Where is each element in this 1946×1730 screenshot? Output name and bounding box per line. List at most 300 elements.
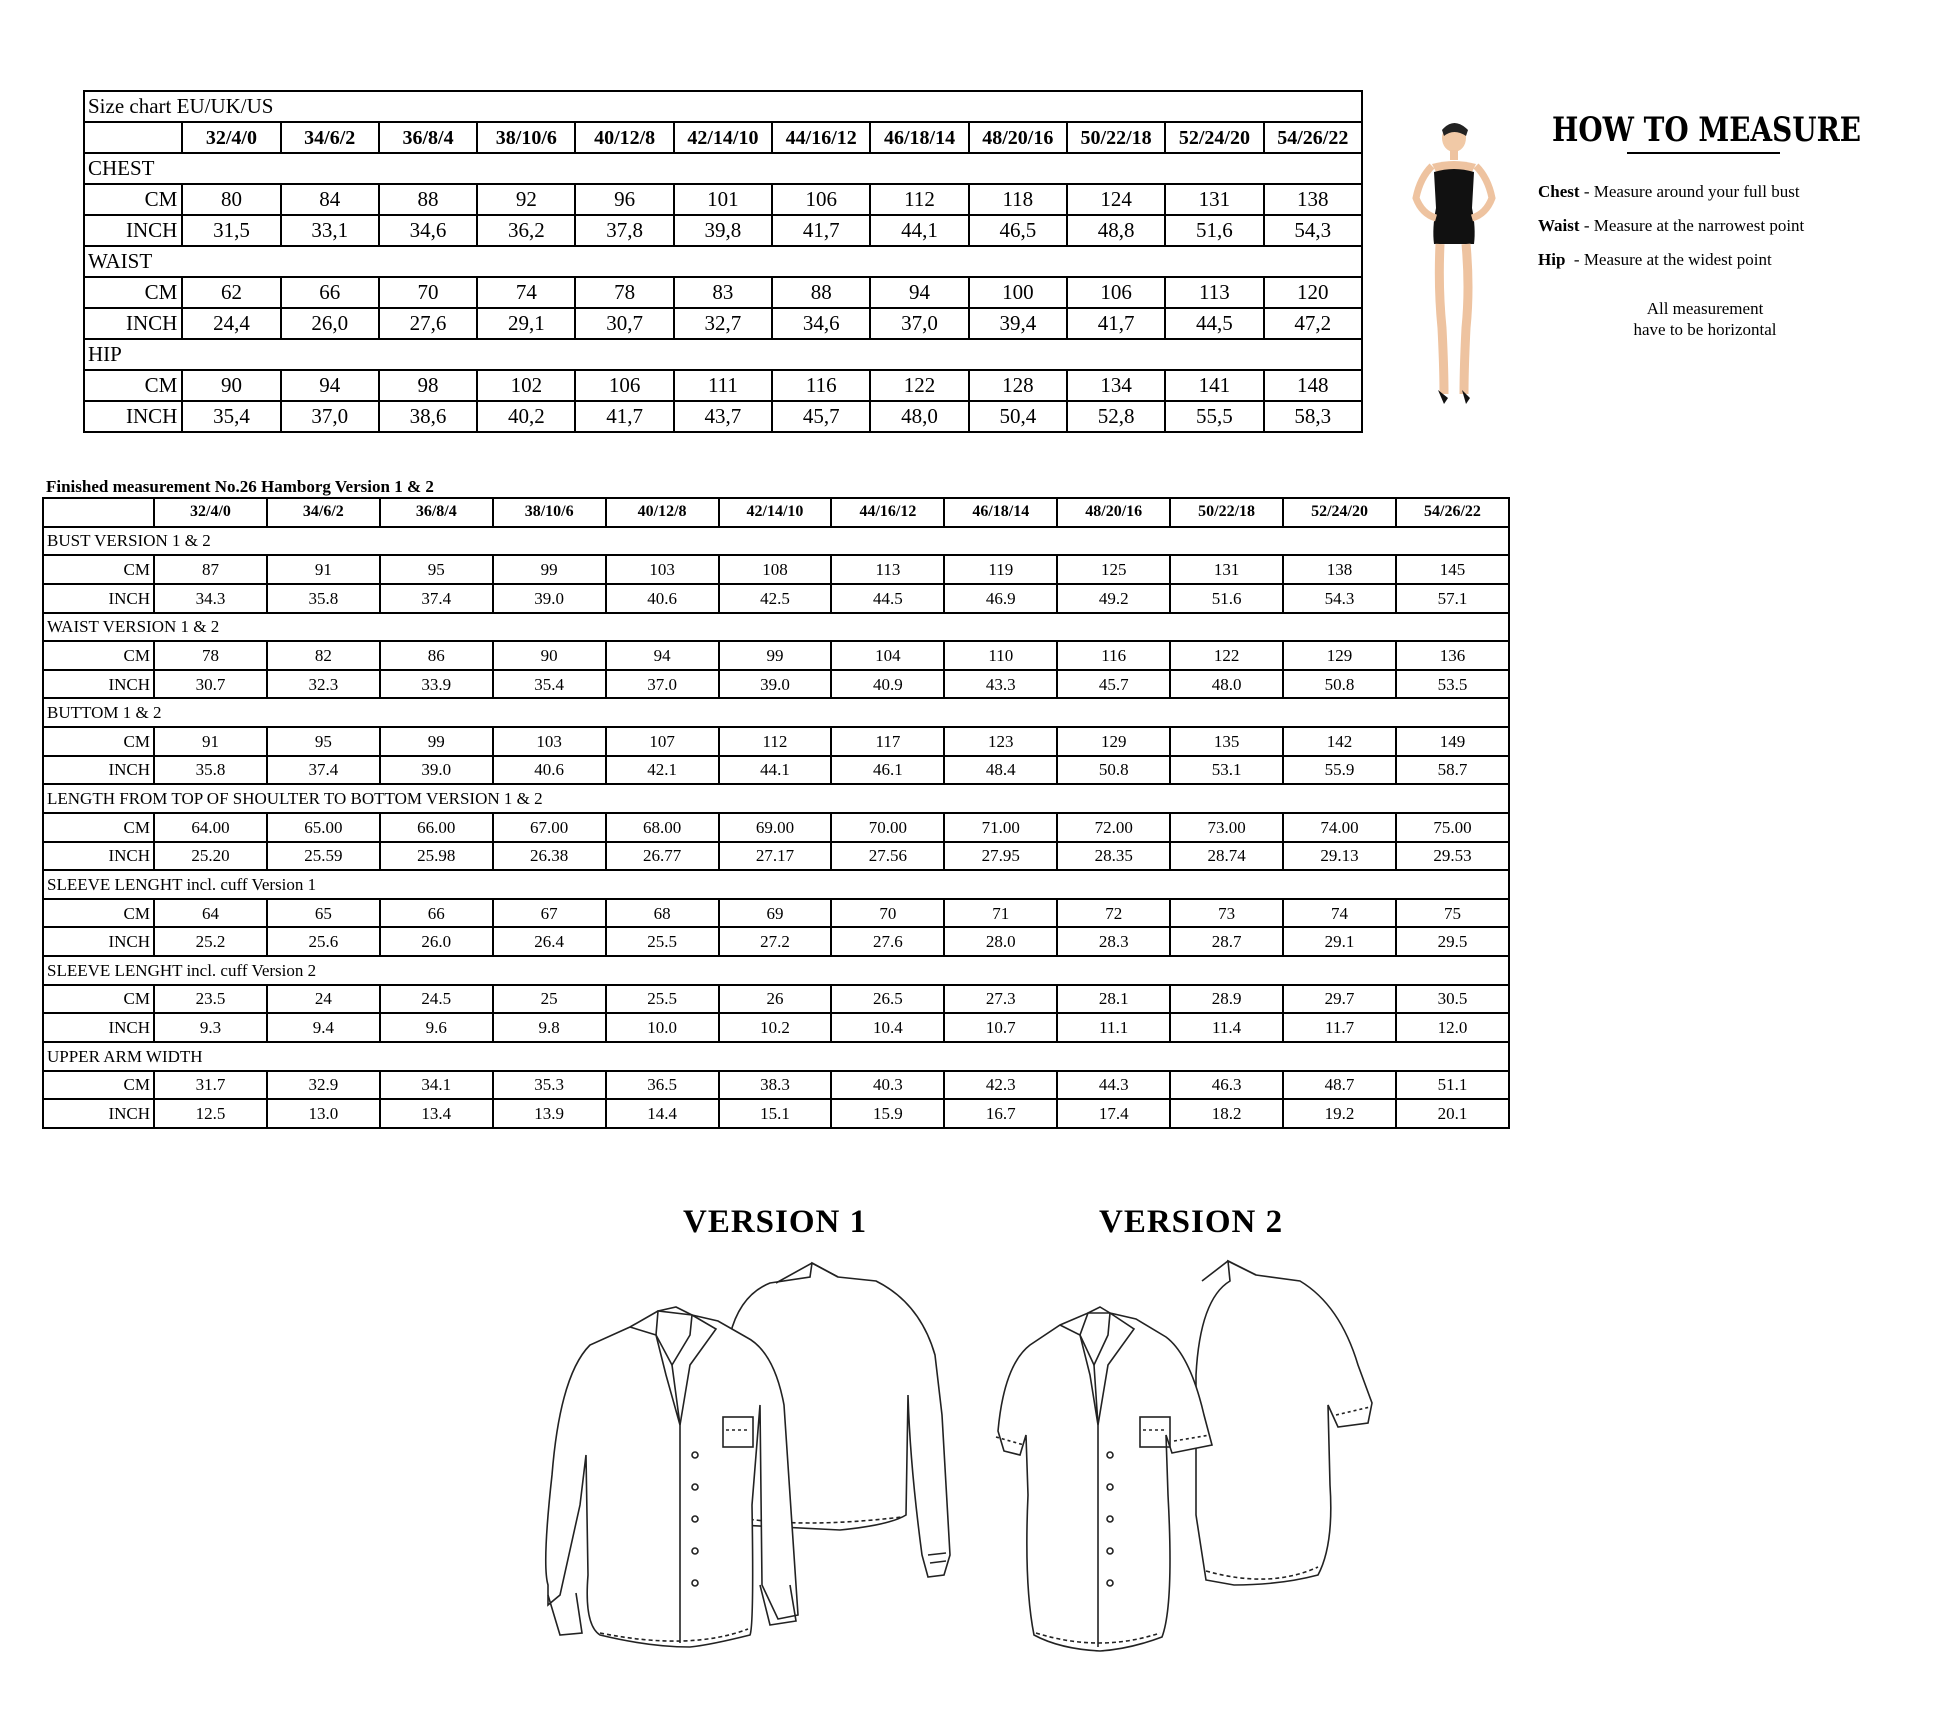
measure-item-waist [1538,216,1804,236]
value-cell: 39.0 [719,670,832,699]
value-cell: 53.5 [1396,670,1509,699]
value-cell: 29,1 [477,308,575,339]
table-row [43,1099,1509,1128]
unit-label: CM [43,727,154,756]
value-cell: 10.7 [944,1013,1057,1042]
table-row [84,184,1362,215]
value-cell: 36.5 [606,1071,719,1100]
value-cell: 27.6 [831,927,944,956]
size-header-cell: 32/4/0 [182,122,280,153]
value-cell: 36,2 [477,215,575,246]
value-cell: 55,5 [1165,401,1263,432]
value-cell: 38,6 [379,401,477,432]
value-cell: 67.00 [493,813,606,842]
value-cell: 9.8 [493,1013,606,1042]
value-cell: 94 [606,641,719,670]
version-2-shirt-drawing [990,1255,1430,1675]
value-cell: 42.3 [944,1071,1057,1100]
value-cell: 88 [379,184,477,215]
size-header-cell: 48/20/16 [969,122,1067,153]
value-cell: 69.00 [719,813,832,842]
section-label: HIP [84,339,1362,370]
value-cell: 75 [1396,899,1509,928]
value-cell: 44.5 [831,584,944,613]
measure-text: - Measure around your full bust [1579,182,1800,201]
value-cell: 122 [870,370,968,401]
value-cell: 45,7 [772,401,870,432]
value-cell: 15.9 [831,1099,944,1128]
section-row [43,784,1509,813]
value-cell: 95 [267,727,380,756]
unit-label: CM [43,985,154,1014]
value-cell: 102 [477,370,575,401]
section-label: SLEEVE LENGHT incl. cuff Version 2 [43,956,1509,985]
value-cell: 25.59 [267,842,380,871]
value-cell: 116 [1057,641,1170,670]
value-cell: 88 [772,277,870,308]
size-header-cell: 54/26/22 [1264,122,1362,153]
value-cell: 15.1 [719,1099,832,1128]
value-cell: 112 [870,184,968,215]
value-cell: 51,6 [1165,215,1263,246]
value-cell: 71 [944,899,1057,928]
table-row [43,899,1509,928]
version-2-title: VERSION 2 [1099,1204,1284,1240]
table-row [43,641,1509,670]
value-cell: 35,4 [182,401,280,432]
value-cell: 128 [969,370,1067,401]
value-cell: 28.35 [1057,842,1170,871]
size-chart-table [83,90,1363,433]
section-label: BUST VERSION 1 & 2 [43,527,1509,556]
value-cell: 86 [380,641,493,670]
value-cell: 28.1 [1057,985,1170,1014]
value-cell: 107 [606,727,719,756]
table-row [43,555,1509,584]
section-label: SLEEVE LENGHT incl. cuff Version 1 [43,870,1509,899]
table-row [43,927,1509,956]
value-cell: 46,5 [969,215,1067,246]
unit-label: INCH [84,215,182,246]
unit-label: INCH [84,308,182,339]
header-blank-cell [43,498,154,527]
value-cell: 17.4 [1057,1099,1170,1128]
value-cell: 94 [870,277,968,308]
table-row [43,1071,1509,1100]
value-cell: 74.00 [1283,813,1396,842]
value-cell: 138 [1283,555,1396,584]
value-cell: 145 [1396,555,1509,584]
size-header-cell: 52/24/20 [1283,498,1396,527]
value-cell: 23.5 [154,985,267,1014]
value-cell: 29.1 [1283,927,1396,956]
value-cell: 103 [493,727,606,756]
value-cell: 11.1 [1057,1013,1170,1042]
value-cell: 32.3 [267,670,380,699]
section-row [43,956,1509,985]
unit-label: CM [43,813,154,842]
value-cell: 125 [1057,555,1170,584]
value-cell: 62 [182,277,280,308]
value-cell: 110 [944,641,1057,670]
value-cell: 48,0 [870,401,968,432]
value-cell: 25.6 [267,927,380,956]
value-cell: 20.1 [1396,1099,1509,1128]
value-cell: 28.9 [1170,985,1283,1014]
value-cell: 10.4 [831,1013,944,1042]
value-cell: 83 [674,277,772,308]
table-row [84,308,1362,339]
value-cell: 27.3 [944,985,1057,1014]
value-cell: 33,1 [281,215,379,246]
value-cell: 34,6 [772,308,870,339]
size-header-cell: 46/18/14 [870,122,968,153]
unit-label: CM [43,555,154,584]
value-cell: 37,0 [870,308,968,339]
value-cell: 108 [719,555,832,584]
value-cell: 70 [379,277,477,308]
table-title: Size chart EU/UK/US [84,91,1362,122]
value-cell: 11.4 [1170,1013,1283,1042]
unit-label: INCH [84,401,182,432]
measure-note [1540,298,1870,340]
size-header-cell: 34/6/2 [267,498,380,527]
size-header-cell: 38/10/6 [493,498,606,527]
value-cell: 26 [719,985,832,1014]
value-cell: 39,8 [674,215,772,246]
value-cell: 142 [1283,727,1396,756]
value-cell: 117 [831,727,944,756]
value-cell: 27.2 [719,927,832,956]
value-cell: 82 [267,641,380,670]
value-cell: 51.6 [1170,584,1283,613]
value-cell: 29.13 [1283,842,1396,871]
size-header-row [43,498,1509,527]
value-cell: 25.5 [606,985,719,1014]
value-cell: 72 [1057,899,1170,928]
value-cell: 131 [1170,555,1283,584]
unit-label: INCH [43,1013,154,1042]
value-cell: 40.3 [831,1071,944,1100]
value-cell: 44,5 [1165,308,1263,339]
value-cell: 40.9 [831,670,944,699]
size-header-cell: 50/22/18 [1067,122,1165,153]
value-cell: 44,1 [870,215,968,246]
measure-text: - Measure at the narrowest point [1579,216,1805,235]
unit-label: CM [84,184,182,215]
value-cell: 112 [719,727,832,756]
size-header-cell: 34/6/2 [281,122,379,153]
value-cell: 90 [182,370,280,401]
section-row [43,698,1509,727]
unit-label: INCH [43,756,154,785]
value-cell: 27,6 [379,308,477,339]
value-cell: 65.00 [267,813,380,842]
value-cell: 67 [493,899,606,928]
value-cell: 78 [575,277,673,308]
size-header-cell: 36/8/4 [380,498,493,527]
section-label: UPPER ARM WIDTH [43,1042,1509,1071]
value-cell: 16.7 [944,1099,1057,1128]
value-cell: 18.2 [1170,1099,1283,1128]
table-row [84,277,1362,308]
value-cell: 26.77 [606,842,719,871]
value-cell: 32,7 [674,308,772,339]
finished-measurement-title: Finished measurement No.26 Hamborg Version 1 & 2 [46,477,434,496]
value-cell: 29.5 [1396,927,1509,956]
value-cell: 39.0 [493,584,606,613]
value-cell: 24.5 [380,985,493,1014]
table-row [84,215,1362,246]
value-cell: 37.4 [380,584,493,613]
value-cell: 26.38 [493,842,606,871]
value-cell: 25.20 [154,842,267,871]
value-cell: 33.9 [380,670,493,699]
value-cell: 106 [575,370,673,401]
table-row [43,727,1509,756]
value-cell: 123 [944,727,1057,756]
value-cell: 54,3 [1264,215,1362,246]
value-cell: 78 [154,641,267,670]
value-cell: 45.7 [1057,670,1170,699]
value-cell: 40.6 [606,584,719,613]
value-cell: 50,4 [969,401,1067,432]
value-cell: 44.3 [1057,1071,1170,1100]
value-cell: 38.3 [719,1071,832,1100]
measure-item-hip [1538,250,1772,270]
value-cell: 34.3 [154,584,267,613]
value-cell: 106 [1067,277,1165,308]
value-cell: 113 [831,555,944,584]
version-1-title: VERSION 1 [683,1204,868,1240]
value-cell: 57.1 [1396,584,1509,613]
value-cell: 9.3 [154,1013,267,1042]
value-cell: 58.7 [1396,756,1509,785]
value-cell: 31.7 [154,1071,267,1100]
value-cell: 98 [379,370,477,401]
value-cell: 64.00 [154,813,267,842]
value-cell: 99 [719,641,832,670]
value-cell: 27.95 [944,842,1057,871]
unit-label: INCH [43,670,154,699]
section-row [84,339,1362,370]
size-header-cell: 40/12/8 [606,498,719,527]
how-to-measure-title: HOW TO MEASURE [1552,110,1861,150]
value-cell: 68.00 [606,813,719,842]
value-cell: 75.00 [1396,813,1509,842]
value-cell: 28.74 [1170,842,1283,871]
value-cell: 43,7 [674,401,772,432]
value-cell: 35.8 [267,584,380,613]
value-cell: 134 [1067,370,1165,401]
value-cell: 69 [719,899,832,928]
table-row [43,670,1509,699]
value-cell: 13.0 [267,1099,380,1128]
value-cell: 46.9 [944,584,1057,613]
value-cell: 37.4 [267,756,380,785]
value-cell: 34.1 [380,1071,493,1100]
value-cell: 99 [380,727,493,756]
value-cell: 31,5 [182,215,280,246]
value-cell: 14.4 [606,1099,719,1128]
value-cell: 43.3 [944,670,1057,699]
value-cell: 26.4 [493,927,606,956]
value-cell: 55.9 [1283,756,1396,785]
value-cell: 34,6 [379,215,477,246]
value-cell: 24 [267,985,380,1014]
size-header-cell: 42/14/10 [719,498,832,527]
value-cell: 44.1 [719,756,832,785]
value-cell: 30.7 [154,670,267,699]
table-row [43,813,1509,842]
size-header-cell: 38/10/6 [477,122,575,153]
size-header-cell: 54/26/22 [1396,498,1509,527]
value-cell: 26.5 [831,985,944,1014]
value-cell: 74 [1283,899,1396,928]
unit-label: CM [84,277,182,308]
value-cell: 92 [477,184,575,215]
size-header-cell: 48/20/16 [1057,498,1170,527]
value-cell: 104 [831,641,944,670]
value-cell: 37,0 [281,401,379,432]
value-cell: 41,7 [772,215,870,246]
unit-label: CM [43,899,154,928]
value-cell: 72.00 [1057,813,1170,842]
value-cell: 120 [1264,277,1362,308]
value-cell: 73.00 [1170,813,1283,842]
measure-term: Hip [1538,250,1566,269]
table-row [43,1013,1509,1042]
value-cell: 95 [380,555,493,584]
value-cell: 39,4 [969,308,1067,339]
section-label: CHEST [84,153,1362,184]
value-cell: 10.0 [606,1013,719,1042]
value-cell: 52,8 [1067,401,1165,432]
value-cell: 74 [477,277,575,308]
section-label: LENGTH FROM TOP OF SHOULTER TO BOTTOM VERSION 1 & 2 [43,784,1509,813]
value-cell: 39.0 [380,756,493,785]
value-cell: 70.00 [831,813,944,842]
value-cell: 106 [772,184,870,215]
value-cell: 25.98 [380,842,493,871]
section-row [84,246,1362,277]
value-cell: 13.4 [380,1099,493,1128]
value-cell: 29.53 [1396,842,1509,871]
value-cell: 118 [969,184,1067,215]
value-cell: 91 [154,727,267,756]
value-cell: 29.7 [1283,985,1396,1014]
value-cell: 90 [493,641,606,670]
size-header-cell: 40/12/8 [575,122,673,153]
value-cell: 24,4 [182,308,280,339]
value-cell: 71.00 [944,813,1057,842]
title-underline [1627,152,1780,154]
section-row [43,613,1509,642]
unit-label: INCH [43,927,154,956]
table-row [84,370,1362,401]
size-header-cell: 44/16/12 [772,122,870,153]
value-cell: 46.3 [1170,1071,1283,1100]
unit-label: CM [43,1071,154,1100]
value-cell: 28.3 [1057,927,1170,956]
value-cell: 50.8 [1283,670,1396,699]
size-header-cell: 52/24/20 [1165,122,1263,153]
header-blank-cell [84,122,182,153]
value-cell: 9.6 [380,1013,493,1042]
value-cell: 50.8 [1057,756,1170,785]
unit-label: INCH [43,584,154,613]
measure-note-line2: have to be horizontal [1633,320,1777,339]
value-cell: 35.8 [154,756,267,785]
value-cell: 48.7 [1283,1071,1396,1100]
value-cell: 48.4 [944,756,1057,785]
value-cell: 65 [267,899,380,928]
value-cell: 54.3 [1283,584,1396,613]
unit-label: CM [43,641,154,670]
value-cell: 70 [831,899,944,928]
value-cell: 119 [944,555,1057,584]
unit-label: INCH [43,842,154,871]
value-cell: 30,7 [575,308,673,339]
unit-label: CM [84,370,182,401]
unit-label: INCH [43,1099,154,1128]
value-cell: 25.2 [154,927,267,956]
size-header-cell: 42/14/10 [674,122,772,153]
value-cell: 41,7 [1067,308,1165,339]
value-cell: 84 [281,184,379,215]
value-cell: 91 [267,555,380,584]
measure-term: Chest [1538,182,1580,201]
value-cell: 138 [1264,184,1362,215]
section-row [43,527,1509,556]
version-1-shirt-drawing [540,1255,1010,1675]
table-row [43,985,1509,1014]
value-cell: 66 [281,277,379,308]
value-cell: 80 [182,184,280,215]
value-cell: 27.17 [719,842,832,871]
value-cell: 103 [606,555,719,584]
size-header-cell: 44/16/12 [831,498,944,527]
value-cell: 101 [674,184,772,215]
section-label: WAIST [84,246,1362,277]
value-cell: 37.0 [606,670,719,699]
value-cell: 113 [1165,277,1263,308]
size-header-cell: 46/18/14 [944,498,1057,527]
value-cell: 51.1 [1396,1071,1509,1100]
value-cell: 11.7 [1283,1013,1396,1042]
value-cell: 9.4 [267,1013,380,1042]
section-label: BUTTOM 1 & 2 [43,698,1509,727]
value-cell: 99 [493,555,606,584]
value-cell: 94 [281,370,379,401]
table-title-row [84,91,1362,122]
section-row [84,153,1362,184]
value-cell: 35.3 [493,1071,606,1100]
section-row [43,1042,1509,1071]
section-row [43,870,1509,899]
value-cell: 46.1 [831,756,944,785]
value-cell: 124 [1067,184,1165,215]
value-cell: 10.2 [719,1013,832,1042]
size-header-row [84,122,1362,153]
value-cell: 129 [1283,641,1396,670]
value-cell: 42.5 [719,584,832,613]
value-cell: 100 [969,277,1067,308]
table-row [43,756,1509,785]
value-cell: 25 [493,985,606,1014]
value-cell: 136 [1396,641,1509,670]
value-cell: 66 [380,899,493,928]
